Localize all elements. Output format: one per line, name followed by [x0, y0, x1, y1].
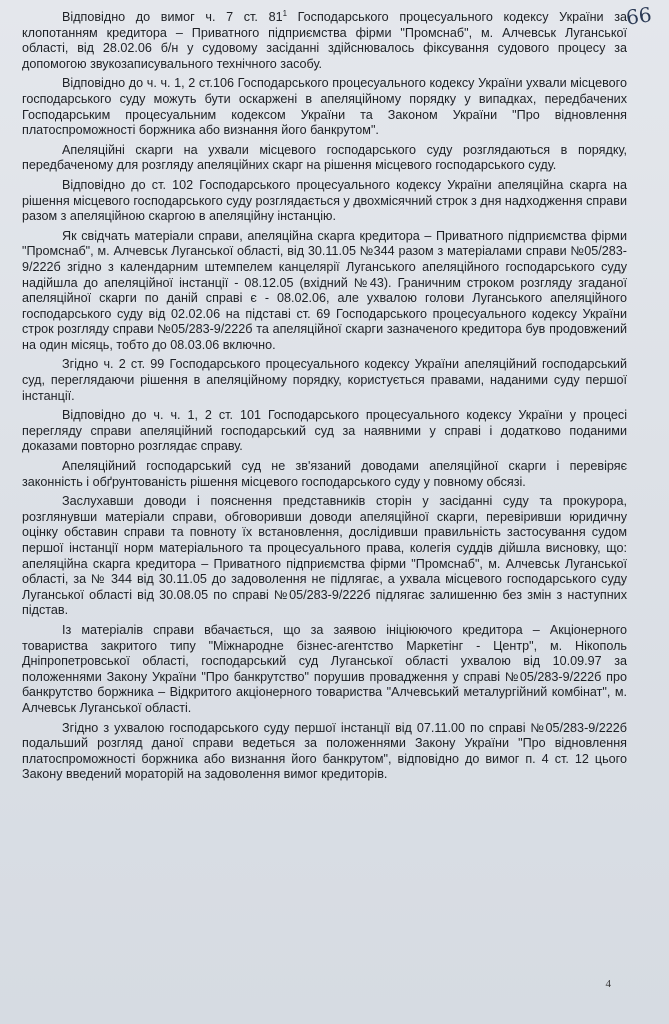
paragraph-6: Згідно ч. 2 ст. 99 Господарського процесуального кодексу України апеляційний господарський суд, переглядаючи рішення в апеляційному порядку, користується правами, наданими суду першої інстанції.: [22, 357, 627, 403]
paragraph-11: Згідно з ухвалою господарського суду першої інстанції від 07.11.00 по справі №05/283-9/222б подальший розгляд даної справи ведеться за положеннями Закону України "Про відновлення платоспроможності боржника або визнання його банкрутом", відповідно до вимог п. 4 ст. 12 цього Закону введений мораторій на задоволення вимог кредиторів.: [22, 720, 627, 782]
paragraph-10: Із матеріалів справи вбачається, що за заявою ініціюючого кредитора – Акціонерного товариства закритого типу "Міжнародне бізнес-агентство Маркетінг - Центр", м. Нікополь Дніпропетровської області, господарський суд Луганської області ухвалою від 10.09.97 за положеннями Закону України "Про банкрутство" порушив провадження у справі №05/283-9/222б про банкрутство боржника – Відкритого акціонерного товариства "Алчевський металургійний комбінат", м. Алчевськ Луганської області.: [22, 622, 627, 715]
paragraph-2: Відповідно до ч. ч. 1, 2 ст.106 Господарського процесуального кодексу України ухвали місцевого господарського суду можуть бути оскаржені в апеляційному порядку у випадках, передбачених Господарським процесуальним кодексом України та Законом України "Про відновлення платоспроможності боржника або визнання його банкрутом".: [22, 76, 627, 138]
paragraph-7: Відповідно до ч. ч. 1, 2 ст. 101 Господарського процесуального кодексу України у процесі перегляду справи апеляційний господарський суд за наявними у справі і додатково поданими доказами повторно розглядає справу.: [22, 408, 627, 454]
paragraph-9: Заслухавши доводи і пояснення представників сторін у засіданні суду та прокурора, розглянувши матеріали справи, обговоривши доводи апеляційної скарги, перевіривши юридичну оцінку обставин справи та повноту їх встановлення, дослідивши правильність застосування судом першої інстанції норм матеріального та процесуального права, колегія суддів дійшла висновку, що: апеляційна скарга кредитора – Приватного підприємства фірми "Промснаб", м. Алчевськ Луганської області, за № 344 від 30.11.05 до задоволення не підлягає, а ухвала місцевого господарського суду Луганської області від 30.08.05 по справі №05/283-9/222б підлягає залишенню без змін з наступних підстав.: [22, 494, 627, 618]
handwritten-page-annotation: 66: [624, 2, 653, 30]
paragraph-5: Як свідчать матеріали справи, апеляційна скарга кредитора – Приватного підприємства фірми "Промснаб", м. Алчевськ Луганської області, від 30.11.05 №344 разом з матеріалами справи №05/283-9/222б згідно з календарним штемпелем канцелярії Луганського апеляційного господарського суду надійшла до апеляційної інстанції - 08.12.05 (вхідний №43). Граничним строком розгляду згаданої апеляційної скарги по даній справі є - 08.02.06, але ухвалою голови Луганського апеляційного господарського суду від 02.02.06 на підставі ст. 69 Господарського процесуального кодексу України строк розгляду справи №05/283-9/222б та апеляційної скарги зазначеного кредитора був продовжений на один місяць, тобто до 08.03.06 включно.: [22, 228, 627, 352]
paragraph-3: Апеляційні скарги на ухвали місцевого господарського суду розглядаються в порядку, передбаченому для розгляду апеляційних скарг на рішення місцевого господарського суду.: [22, 142, 627, 173]
paragraph-1-pre: Відповідно до вимог ч. 7 ст. 81: [62, 10, 283, 24]
paragraph-1-post: Господарського процесуального кодексу України за клопотанням кредитора – Приватного підприємства фірми "Промснаб", м. Алчевськ Луганської області, від 28.02.06 б/н у судовому засіданні здійснювалось фіксування судового процесу за допомогою звукозаписувального технічного засобу.: [22, 10, 627, 71]
paragraph-4: Відповідно до ст. 102 Господарського процесуального кодексу України апеляційна скарга на рішення місцевого господарського суду розглядається у двохмісячний строк з дня надходження справи разом з апеляційною скаргою в апеляційну інстанцію.: [22, 177, 627, 224]
document-body: [22, 10, 627, 787]
paragraph-8: Апеляційний господарський суд не зв'язаний доводами апеляційної скарги і перевіряє законність і обґрунтованість рішення місцевого господарського суду у повному обсязі.: [22, 459, 627, 489]
paragraph-1: [22, 10, 627, 72]
page-number: 4: [605, 978, 611, 990]
paragraph-1-superscript: 1: [282, 8, 288, 18]
